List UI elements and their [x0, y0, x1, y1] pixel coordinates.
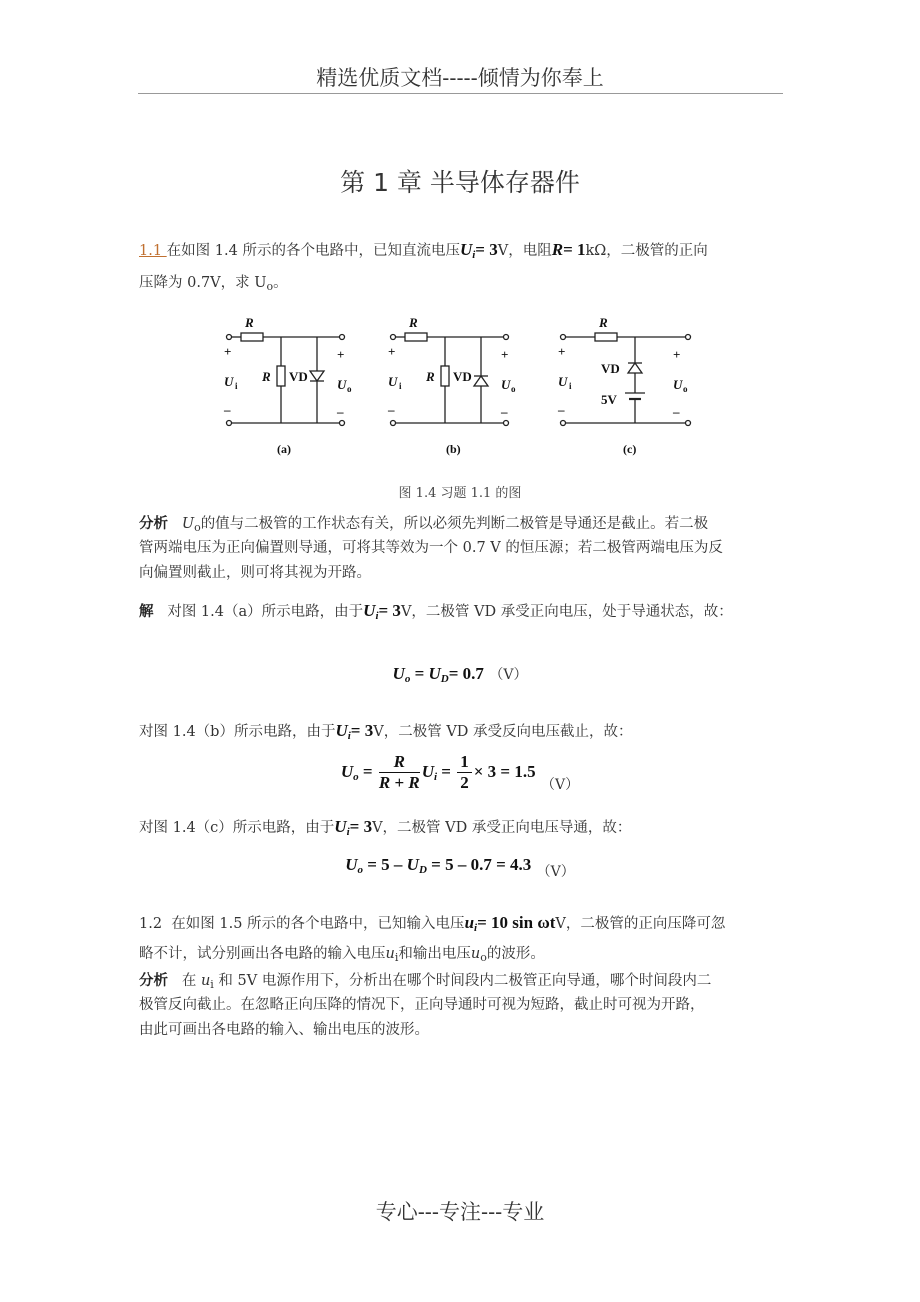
math-ui: $U_i$: [459, 240, 476, 261]
label-ui-sub: i: [569, 381, 572, 391]
subscript: o: [266, 280, 274, 293]
problem-text: 在如图 1.5 所示的各个电路中，已知输入电压: [171, 916, 465, 932]
page-header: 精选优质文档-----倾情为你奉上: [316, 66, 604, 90]
label-plus: +: [501, 347, 509, 362]
problem-1-2: [139, 910, 789, 941]
math-ui: $U_i$: [334, 817, 350, 838]
unit: （V）: [541, 777, 580, 793]
problem-text: 压降为 0.7V，求 U: [139, 275, 267, 291]
analysis-1-line3: 向偏置则截止，则可将其视为开路。: [139, 565, 371, 581]
problem-text: V，二极管的正向压降可忽: [555, 916, 726, 932]
solution-text: 对图 1.4（b）所示电路，由于: [139, 724, 336, 740]
label-r: R: [599, 315, 608, 330]
equation-value: = 0.7: [448, 664, 484, 683]
math-ui-value: = 3: [349, 817, 373, 836]
solution-text: V，二极管 VD 承受反向电压截止，故：: [373, 724, 633, 740]
math-r: R: [551, 240, 564, 259]
math-ui-value: = 3: [475, 240, 498, 259]
label-minus: –: [388, 402, 395, 417]
label-r: R: [245, 315, 254, 330]
unit: （V）: [536, 864, 575, 880]
solution-a: [139, 598, 789, 629]
label-uo-sub: o: [511, 384, 516, 394]
circuit-c: [561, 333, 691, 426]
label-minus: –: [224, 402, 231, 417]
analysis-label: 分析: [139, 515, 168, 532]
label-uo: U: [501, 377, 511, 392]
problem-text: V，电阻: [497, 243, 552, 259]
circuit-figure: [215, 308, 705, 458]
chapter-title: 第 1 章 半导体存器件: [340, 168, 580, 197]
math-ui-value: = 3: [378, 601, 401, 620]
label-uo: U: [337, 377, 347, 392]
label-vd: VD: [289, 369, 308, 384]
equation-a: $U_o = U_D= 0.7$ （V）: [392, 664, 528, 685]
label-5v: 5V: [601, 392, 617, 407]
analysis-2-line2: 极管反向截止。在忽略正向压降的情况下，正向导通时可视为短路，截止时可视为开路，: [139, 997, 705, 1013]
panel-label-c: (c): [623, 442, 637, 456]
problem-1-2-line2: 略不计，试分别画出各电路的输入电压$u_i$和输出电压$u_o$的波形。: [139, 946, 545, 964]
label-vd: VD: [601, 361, 620, 376]
problem-text: 的波形。: [486, 946, 545, 962]
label-ui-sub: i: [399, 381, 402, 391]
label-plus: +: [673, 347, 681, 362]
analysis-text: 在: [181, 973, 197, 989]
label-r: R: [426, 369, 435, 384]
equation-b: $U_o$ = $\frac{R}{R + R}$ $U_i$ = $\frac{1}{2}$ × 3 = 1.5 $_{(V)}$: [340, 752, 580, 793]
label-r: R: [262, 369, 271, 384]
solution-c: [139, 814, 789, 845]
solution-text: V，二极管 VD 承受正向电压，处于导通状态，故：: [400, 604, 733, 620]
analysis-2: 分析 在 $u_i$ 和 5V 电源作用下，分析出在哪个时间段内二极管正向导通，哪个时间段内二: [139, 972, 712, 991]
circuit-b: [391, 333, 509, 426]
problem-1-1: [139, 237, 789, 268]
math-r-value: = 1: [563, 240, 586, 259]
label-ui-sub: i: [235, 381, 238, 391]
problem-text: 略不计，试分别画出各电路的输入电压: [139, 946, 386, 962]
math-ui: $U_i$: [363, 601, 379, 622]
problem-text: 。: [273, 275, 288, 291]
problem-1-1-line2: [139, 271, 789, 299]
equation-value: = 5 – 0.7 = 4.3: [431, 855, 532, 874]
problem-text: kΩ，二极管的正向: [585, 243, 708, 259]
problem-number-link[interactable]: 1.1: [139, 243, 167, 259]
problem-text: 和输出电压: [398, 946, 471, 962]
unit: （V）: [489, 667, 528, 683]
math-ui-lower: $u_i$: [464, 913, 478, 934]
equation-value: = 1.5: [500, 762, 536, 781]
label-plus: +: [224, 344, 232, 359]
label-minus: –: [501, 404, 508, 419]
header-divider: [138, 93, 783, 94]
circuit-a: [227, 333, 345, 426]
label-plus: +: [337, 347, 345, 362]
math-ui-value: = 10 sin ωt: [477, 913, 556, 932]
label-ui: U: [224, 374, 234, 389]
label-r: R: [409, 315, 418, 330]
problem-number: 1.2: [139, 916, 163, 932]
panel-label-b: (b): [446, 442, 461, 456]
label-ui: U: [558, 374, 568, 389]
label-minus: –: [337, 404, 344, 419]
figure-caption: 图 1.4 习题 1.1 的图: [398, 486, 522, 501]
problem-text: 在如图 1.4 所示的各个电路中，已知直流电压: [166, 243, 460, 259]
label-uo-sub: o: [347, 384, 352, 394]
analysis-text: 的值与二极管的工作状态有关，所以必须先判断二极管是导通还是截止。若二极: [200, 516, 709, 532]
subscript: o: [194, 521, 201, 534]
solution-text: 对图 1.4（a）所示电路，由于: [167, 604, 364, 620]
label-minus: –: [673, 404, 680, 419]
equation-c: $U_o = 5 - U_D = 5 - 0.7 = 4.3$ $_{(V)}$: [345, 855, 575, 880]
label-uo-sub: o: [683, 384, 688, 394]
solution-text: 对图 1.4（c）所示电路，由于: [139, 820, 335, 836]
math-ui-value: = 3: [350, 721, 374, 740]
analysis-label: 分析: [139, 972, 168, 989]
analysis-2-line3: 由此可画出各电路的输入、输出电压的波形。: [139, 1022, 429, 1038]
solution-label: 解: [139, 603, 154, 620]
label-plus: +: [388, 344, 396, 359]
label-plus: +: [558, 344, 566, 359]
math-ui: $U_i$: [335, 721, 351, 742]
math-uo: U: [181, 516, 195, 532]
panel-label-a: (a): [277, 442, 291, 456]
analysis-1-line2: 管两端电压为正向偏置则导通，可将其等效为一个 0.7 V 的恒压源；若二极管两端电压为反: [139, 540, 723, 556]
analysis-text: 和 5V 电源作用下，分析出在哪个时间段内二极管正向导通，哪个时间段内二: [218, 973, 712, 989]
page-footer: 专心---专注---专业: [375, 1200, 545, 1224]
label-ui: U: [388, 374, 398, 389]
equation-part: = 5 –: [367, 855, 407, 874]
solution-b: [139, 718, 789, 749]
solution-text: V，二极管 VD 承受正向电压导通，故：: [372, 820, 632, 836]
label-minus: –: [558, 402, 565, 417]
label-vd: VD: [453, 369, 472, 384]
label-uo: U: [673, 377, 683, 392]
